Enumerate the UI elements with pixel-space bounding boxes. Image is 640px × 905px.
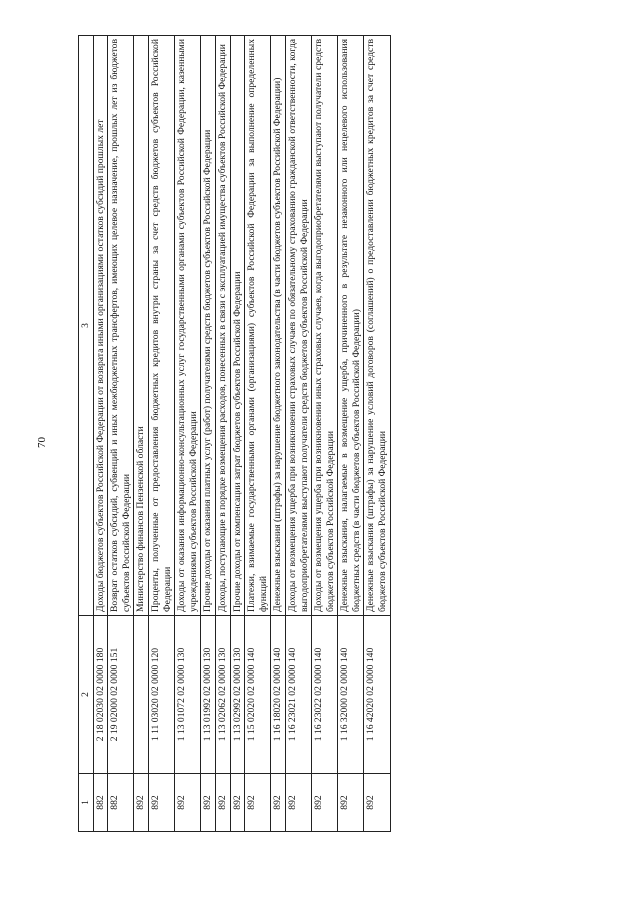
- budget-code-cell: 1 16 18020 02 0000 140: [271, 616, 286, 774]
- admin-code-cell: 882: [108, 774, 134, 832]
- budget-code-cell: 1 13 01072 02 0000 130: [175, 616, 201, 774]
- revenue-name-cell: Денежные взыскания (штрафы) за нарушение бюджетного законодательства (в части бюджетов субъектов Российской Федерации): [271, 36, 286, 616]
- admin-code-cell: 892: [175, 774, 201, 832]
- budget-code-cell: 1 16 23021 02 0000 140: [285, 616, 311, 774]
- table-row: [175, 36, 201, 832]
- revenue-name-cell: Доходы бюджетов субъектов Российской Федерации от возврата иными организациями остатков субсидий прошлых лет: [93, 36, 108, 616]
- budget-code-cell: 1 15 02020 02 0000 140: [245, 616, 271, 774]
- table-row: [338, 36, 364, 832]
- revenue-name-cell: Доходы от возмещения ущерба при возникновении иных страховых случаев, когда выгодоприобретателями выступают получатели средств бюджетов субъектов Российской Федерации: [312, 36, 338, 616]
- revenue-name-cell: Доходы от оказания информационно-консультационных услуг государственными органами субъектов Российской Федерации, казенными учреждениями субъектов Российской Федерации: [175, 36, 201, 616]
- admin-code-cell: 892: [201, 774, 216, 832]
- admin-code-cell: 892: [364, 774, 390, 832]
- admin-code-cell: 892: [134, 774, 149, 832]
- table-row: [364, 36, 390, 832]
- page-number-text: 70: [36, 437, 48, 448]
- table-row: [215, 36, 230, 832]
- table-row: [312, 36, 338, 832]
- budget-code-cell: 1 16 23022 02 0000 140: [312, 616, 338, 774]
- table-row: [93, 36, 108, 832]
- table-header: [79, 36, 94, 832]
- table-body: [93, 36, 390, 832]
- revenue-name-cell: Платежи, взимаемые государственными органами (организациями) субъектов Российской Федерации за выполнение определенных функций: [245, 36, 271, 616]
- revenue-name-cell: Прочие доходы от компенсации затрат бюджетов субъектов Российской Федерации: [230, 36, 245, 616]
- column-header-name: 3: [79, 36, 94, 616]
- column-header-admin: 1: [79, 774, 94, 832]
- admin-code-cell: 882: [93, 774, 108, 832]
- revenue-name-cell: Министерство финансов Пензенской области: [134, 36, 149, 616]
- budget-code-cell: 2 18 02030 02 0000 180: [93, 616, 108, 774]
- table-row: [148, 36, 174, 832]
- table-row: [134, 36, 149, 832]
- admin-code-cell: 892: [148, 774, 174, 832]
- budget-code-cell: 1 16 32000 02 0000 140: [338, 616, 364, 774]
- budget-code-cell: 1 13 01992 02 0000 130: [201, 616, 216, 774]
- budget-code-cell: 1 13 02992 02 0000 130: [230, 616, 245, 774]
- budget-code-cell: 2 19 02000 02 0000 151: [108, 616, 134, 774]
- revenue-name-cell: Проценты, полученные от предоставления бюджетных кредитов внутри страны за счет средств бюджетов субъектов Российской Федерации: [148, 36, 174, 616]
- revenue-name-cell: Прочие доходы от оказания платных услуг (работ) получателями средств бюджетов субъектов Российской Федерации: [201, 36, 216, 616]
- revenue-codes-table: [78, 35, 391, 832]
- revenue-name-cell: Доходы, поступающие в порядке возмещения расходов, понесенных в связи с эксплуатацией имущества субъектов Российской Федерации: [215, 36, 230, 616]
- budget-code-cell: [134, 616, 149, 774]
- admin-code-cell: 892: [338, 774, 364, 832]
- revenue-name-cell: Денежные взыскания (штрафы) за нарушение условий договоров (соглашений) о предоставлении бюджетных кредитов за счет средств бюджетов субъектов Российской Федерации: [364, 36, 390, 616]
- budget-code-cell: 1 11 03020 02 0000 120: [148, 616, 174, 774]
- admin-code-cell: 892: [312, 774, 338, 832]
- table-row: [201, 36, 216, 832]
- revenue-name-cell: Доходы от возмещения ущерба при возникновении страховых случаев по обязательному страхованию гражданской ответственности, когда выгодоприобретателями выступают получатели средств бюджетов субъектов Российской Федерации: [285, 36, 311, 616]
- table-row: [285, 36, 311, 832]
- admin-code-cell: 892: [245, 774, 271, 832]
- table-row: [245, 36, 271, 832]
- budget-code-cell: 1 16 42020 02 0000 140: [364, 616, 390, 774]
- admin-code-cell: 892: [230, 774, 245, 832]
- table-row: [108, 36, 134, 832]
- revenue-name-cell: Возврат остатков субсидий, субвенций и иных межбюджетных трансфертов, имеющих целевое назначение, прошлых лет из бюджетов субъектов Российской Федерации: [108, 36, 134, 616]
- admin-code-cell: 892: [271, 774, 286, 832]
- header-row: [79, 36, 94, 832]
- budget-code-cell: 1 13 02062 02 0000 130: [215, 616, 230, 774]
- revenue-name-cell: Денежные взыскания, налагаемые в возмещение ущерба, причиненного в результате незаконного или нецелевого использования бюджетных средств (в части бюджетов субъектов Российской Федерации): [338, 36, 364, 616]
- table-row: [271, 36, 286, 832]
- column-header-code: 2: [79, 616, 94, 774]
- rotated-table-container: [78, 36, 567, 832]
- table-row: [230, 36, 245, 832]
- page-number: [36, 437, 48, 458]
- admin-code-cell: 892: [285, 774, 311, 832]
- admin-code-cell: 892: [215, 774, 230, 832]
